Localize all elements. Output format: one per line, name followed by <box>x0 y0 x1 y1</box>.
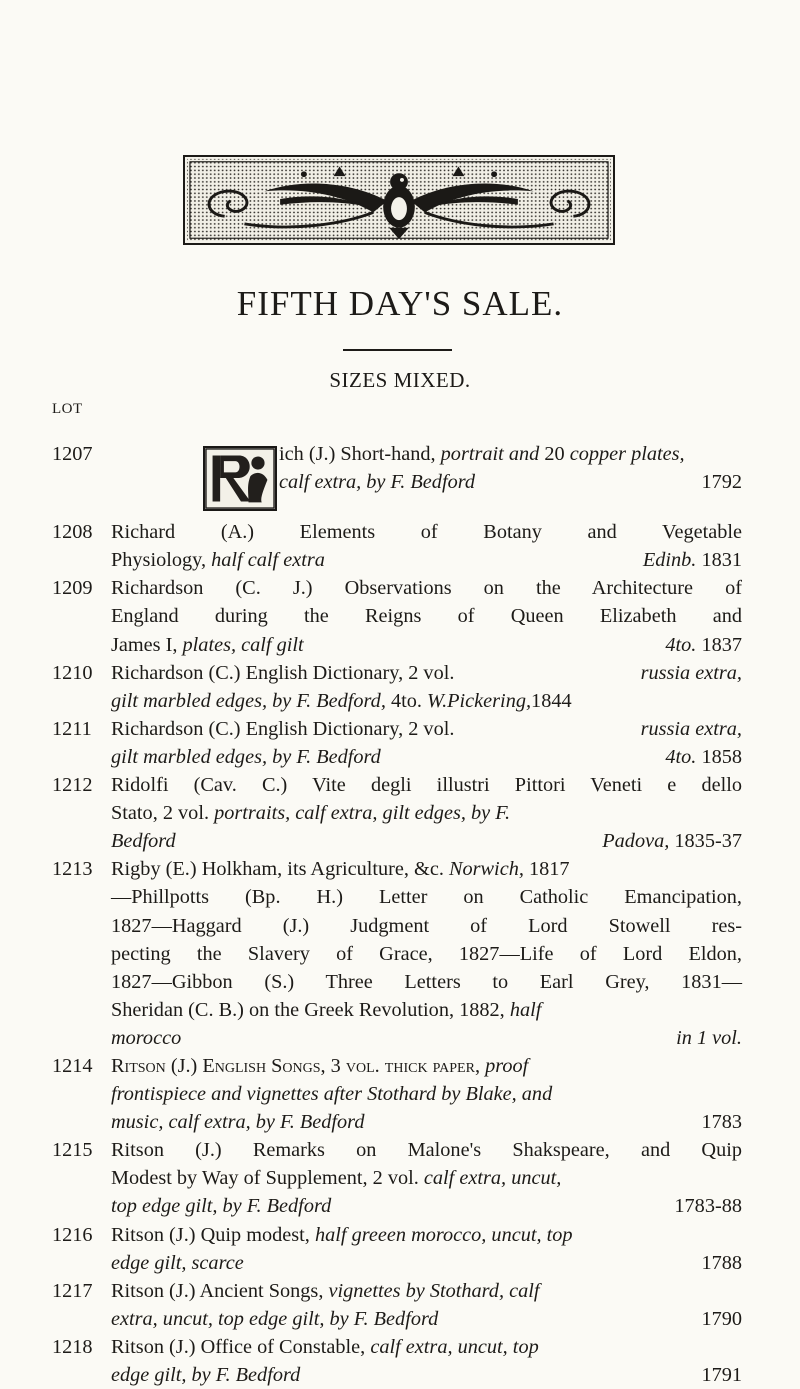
entry-line: Ritson (J.) English Songs, 3 vol. thick paper, proof <box>111 1054 529 1077</box>
lot-entry-1213 <box>52 855 742 1052</box>
lot-entries-list <box>52 420 742 1389</box>
entry-line: Ritson (J.) Ancient Songs, vignettes by Stothard, calf <box>111 1279 540 1302</box>
entry-line: Richard (A.) Elements of Botany and Vegetable <box>111 521 742 544</box>
entry-line: Richardson (C. J.) Observations on the Architecture of <box>111 577 742 600</box>
entry-line: Bedford Padova, 1835-37 <box>111 830 742 853</box>
entry-line: England during the Reigns of Queen Elizabeth and <box>111 605 742 628</box>
entry-line: top edge gilt, by F. Bedford 1783-88 <box>111 1195 742 1218</box>
entry-line: Ritson (J.) Quip modest, half greeen morocco, uncut, top <box>111 1223 573 1246</box>
lot-entry-1217 <box>52 1277 742 1333</box>
lot-number: 1218 <box>52 1335 93 1358</box>
lot-number: 1210 <box>52 661 93 684</box>
title-rule-divider <box>343 349 452 351</box>
entry-line: Physiology, half calf extra Edinb. 1831 <box>111 549 742 572</box>
entry-line: Sheridan (C. B.) on the Greek Revolution, 1882, half <box>111 998 542 1021</box>
entry-line: edge gilt, by F. Bedford 1791 <box>111 1364 742 1386</box>
lot-number: 1216 <box>52 1223 93 1246</box>
entry-line: gilt marbled edges, by F. Bedford 4to. 1858 <box>111 745 742 768</box>
lot-number: 1213 <box>52 858 93 881</box>
entry-line: Stato, 2 vol. portraits, calf extra, gilt edges, by F. <box>111 802 511 825</box>
lot-number: 1211 <box>52 717 92 740</box>
entry-line: Richardson (C.) English Dictionary, 2 vol. russia extra, <box>111 661 742 684</box>
lot-entry-1215 <box>52 1136 742 1220</box>
lot-number: 1207 <box>52 443 93 465</box>
eagle-ornament-icon <box>185 157 613 243</box>
entry-line: Ritson (J.) Remarks on Malone's Shakspeare, and Quip <box>111 1139 742 1162</box>
sale-day-title: FIFTH DAY'S SALE. <box>236 284 564 323</box>
entry-line: —Phillpotts (Bp. H.) Letter on Catholic Emancipation, <box>111 886 742 909</box>
lot-number: 1209 <box>52 577 93 600</box>
entry-line: calf extra, by F. Bedford 1792 <box>279 471 742 494</box>
entry-line: Rigby (E.) Holkham, its Agriculture, &c. Norwich, 1817 <box>111 858 570 881</box>
entry-line: 1827—Gibbon (S.) Three Letters to Earl Grey, 1831— <box>111 970 742 993</box>
lot-entry-1216 <box>52 1221 742 1277</box>
entry-line: 1827—Haggard (J.) Judgment of Lord Stowell res- <box>111 914 742 937</box>
entry-line: extra, uncut, top edge gilt, by F. Bedford 1790 <box>111 1307 742 1330</box>
entry-line: Ridolfi (Cav. C.) Vite degli illustri Pittori Veneti e dello <box>111 774 742 797</box>
lot-entry-1207 <box>52 440 742 496</box>
entry-line: gilt marbled edges, by F. Bedford, 4to. W.Pickering,1844 <box>111 689 572 712</box>
entry-line: Modest by Way of Supplement, 2 vol. calf extra, uncut, <box>111 1167 562 1190</box>
ornamental-headpiece <box>183 155 615 245</box>
entry-line: frontispiece and vignettes after Stothard by Blake, and <box>111 1083 553 1106</box>
lot-number: 1214 <box>52 1054 93 1077</box>
section-title: SIZES MIXED. <box>329 368 471 392</box>
lot-entry-1212 <box>52 771 742 855</box>
lot-entry-1211 <box>52 715 742 771</box>
entry-line: Richardson (C.) English Dictionary, 2 vol. russia extra, <box>111 717 742 740</box>
lot-entry-1218 <box>52 1333 742 1389</box>
lot-number: 1215 <box>52 1139 93 1162</box>
lot-column-label: LOT <box>52 401 83 417</box>
lot-number: 1208 <box>52 521 93 544</box>
entry-line: Ritson (J.) Office of Constable, calf extra, uncut, top <box>111 1335 539 1358</box>
entry-line: edge gilt, scarce 1788 <box>111 1251 742 1274</box>
entry-line: pecting the Slavery of Grace, 1827—Life of Lord Eldon, <box>111 942 742 965</box>
lot-entry-1208 <box>52 518 742 574</box>
lot-number: 1217 <box>52 1279 93 1302</box>
lot-number: 1212 <box>52 774 93 797</box>
entry-line: James I, plates, calf gilt 4to. 1837 <box>111 633 742 656</box>
entry-line: morocco in 1 vol. <box>111 1026 742 1049</box>
entry-line: music, calf extra, by F. Bedford 1783 <box>111 1111 742 1134</box>
entry-line: ich (J.) Short-hand, portrait and 20 copper plates, <box>279 443 685 465</box>
lot-entry-1209 <box>52 574 742 658</box>
lot-entry-1210 <box>52 659 742 715</box>
lot-entry-1214 <box>52 1052 742 1136</box>
